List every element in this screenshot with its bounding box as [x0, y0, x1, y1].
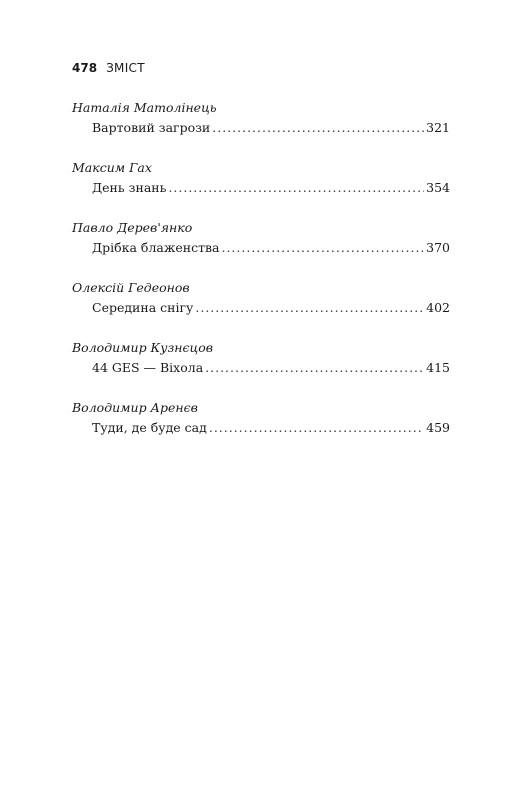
dot-leader — [209, 420, 424, 436]
toc-page-number: 402 — [426, 300, 450, 315]
toc-page-number: 459 — [426, 420, 450, 435]
dot-leader — [221, 240, 424, 256]
toc-title: День знань — [92, 180, 167, 195]
toc-author: Олексій Гедеонов — [72, 280, 190, 295]
toc-entry — [72, 280, 450, 340]
toc-title-line — [92, 120, 450, 136]
toc-author: Володимир Аренєв — [72, 400, 198, 415]
toc-page-number: 370 — [426, 240, 450, 255]
toc-title: Середина снігу — [92, 300, 194, 315]
toc-entry — [72, 160, 450, 220]
toc-author: Павло Дерев'янко — [72, 220, 193, 235]
dot-leader — [195, 300, 424, 316]
toc-page-number: 415 — [426, 360, 450, 375]
toc-title-line — [92, 300, 450, 316]
toc-entry — [72, 220, 450, 280]
toc-author: Володимир Кузнєцов — [72, 340, 214, 355]
toc-title-line — [92, 180, 450, 196]
toc-title: Дрібка блаженства — [92, 240, 220, 255]
running-header — [72, 60, 145, 76]
dot-leader — [212, 120, 424, 136]
toc-entry — [72, 340, 450, 400]
page-number: 478 — [72, 61, 98, 75]
toc-author: Наталія Матолінець — [72, 100, 217, 115]
toc-title: Туди, де буде сад — [92, 420, 207, 435]
toc-author: Максим Гах — [72, 160, 152, 175]
toc-title-line — [92, 240, 450, 256]
table-of-contents — [72, 100, 450, 460]
toc-entry — [72, 400, 450, 460]
toc-entry — [72, 100, 450, 160]
dot-leader — [168, 180, 424, 196]
toc-title: Вартовий загрози — [92, 120, 211, 135]
toc-title-line — [92, 360, 450, 376]
toc-page-number: 354 — [426, 180, 450, 195]
toc-title-line — [92, 420, 450, 436]
toc-title: 44 GES — Віхола — [92, 360, 204, 375]
dot-leader — [205, 360, 424, 376]
section-title: ЗМІСТ — [106, 61, 145, 75]
toc-page-number: 321 — [426, 120, 450, 135]
